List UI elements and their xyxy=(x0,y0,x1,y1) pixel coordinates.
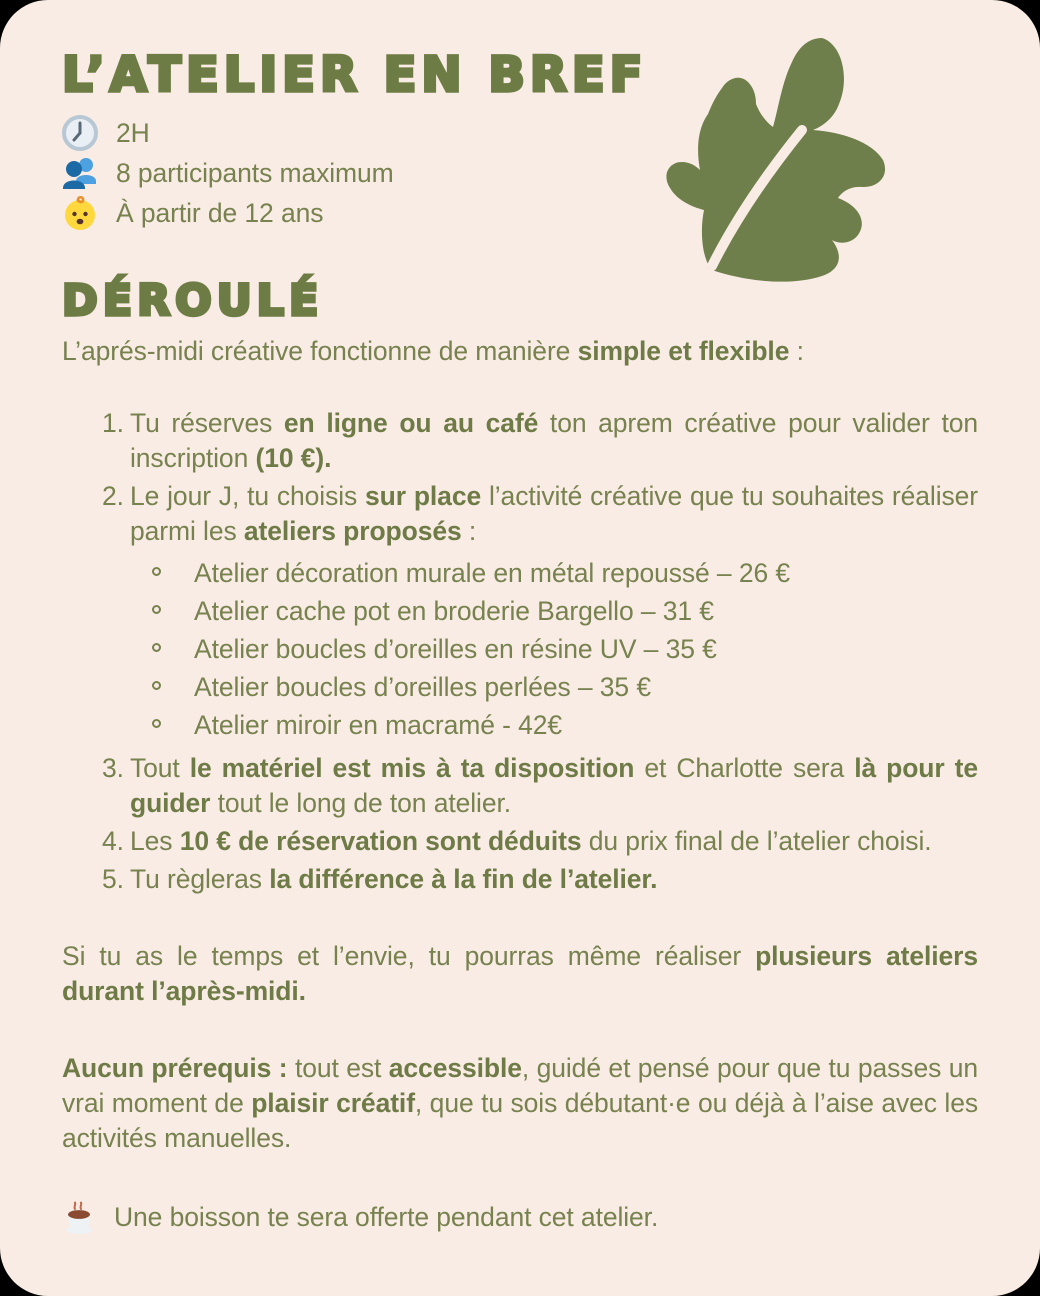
circle-bullet-icon xyxy=(152,681,161,690)
drink-note-text: Une boisson te sera offerte pendant cet atelier. xyxy=(114,1202,659,1233)
workshop-item-text: Atelier décoration murale en métal repoussé – 26 € xyxy=(194,557,791,588)
fact-duration-text: 2H xyxy=(116,117,150,148)
workshop-item-text: Atelier boucles d’oreilles perlées – 35 € xyxy=(194,671,651,702)
workshop-item xyxy=(152,706,978,744)
paragraph-multiple-workshops: Si tu as le temps et l’envie, tu pourras même réaliser plusieurs ateliers durant l’après-midi. xyxy=(62,940,978,1006)
step-text: Tout le matériel est mis à ta disposition et Charlotte sera là pour te guider tout le long de ton atelier. xyxy=(130,752,979,818)
workshop-item-text: Atelier cache pot en broderie Bargello – 31 € xyxy=(194,595,714,626)
page-title: L’ATELIER EN BREF xyxy=(62,47,648,103)
circle-bullet-icon xyxy=(152,643,161,652)
workshop-item xyxy=(152,668,978,706)
step-text: Tu réserves en ligne ou au café ton aprem créative pour valider ton inscription (10 €). xyxy=(130,407,978,473)
circle-bullet-icon xyxy=(152,719,161,728)
leaf-illustration xyxy=(652,30,892,290)
step-item-2 xyxy=(102,479,978,549)
paragraph-no-prerequisites: Aucun prérequis : tout est accessible, guidé et pensé pour que tu passes un vrai moment de plaisir créatif, que tu sois débutant·e ou déjà à l’aise avec les activités manuelles. xyxy=(62,1052,978,1153)
workshop-item-text: Atelier boucles d’oreilles en résine UV – 35 € xyxy=(194,633,717,664)
step-number: 5. xyxy=(102,863,124,894)
step-text: Le jour J, tu choisis sur place l’activité créative que tu souhaites réaliser parmi les ateliers proposés : xyxy=(130,480,979,546)
people-icon xyxy=(62,155,98,191)
baby-icon xyxy=(62,195,98,231)
drink-note xyxy=(62,1200,978,1236)
coffee-icon xyxy=(62,1200,98,1236)
step-number: 1. xyxy=(102,407,124,438)
clock-icon xyxy=(62,115,98,151)
workshop-item xyxy=(152,554,978,592)
workshop-item xyxy=(152,630,978,668)
steps-list xyxy=(62,406,978,897)
step-item-5 xyxy=(102,862,978,897)
workshop-item xyxy=(152,592,978,630)
step-item-1 xyxy=(102,406,978,476)
step-number: 4. xyxy=(102,825,124,856)
step-text: Les 10 € de réservation sont déduits du prix final de l’atelier choisi. xyxy=(130,825,932,856)
deroule-intro: L’aprés-midi créative fonctionne de manière simple et flexible : xyxy=(62,335,804,366)
step-number: 3. xyxy=(102,752,124,783)
fact-participants-text: 8 participants maximum xyxy=(116,157,394,188)
circle-bullet-icon xyxy=(152,567,161,576)
step-item-3 xyxy=(102,751,978,821)
circle-bullet-icon xyxy=(152,605,161,614)
step-item-4 xyxy=(102,824,978,859)
section-title-deroule: DÉROULÉ xyxy=(62,276,324,327)
workshop-item-text: Atelier miroir en macramé - 42€ xyxy=(194,709,563,740)
workshops-list xyxy=(102,554,978,744)
fact-age-text: À partir de 12 ans xyxy=(116,197,324,228)
step-text: Tu règleras la différence à la fin de l’atelier. xyxy=(130,863,658,894)
step-number: 2. xyxy=(102,480,124,511)
